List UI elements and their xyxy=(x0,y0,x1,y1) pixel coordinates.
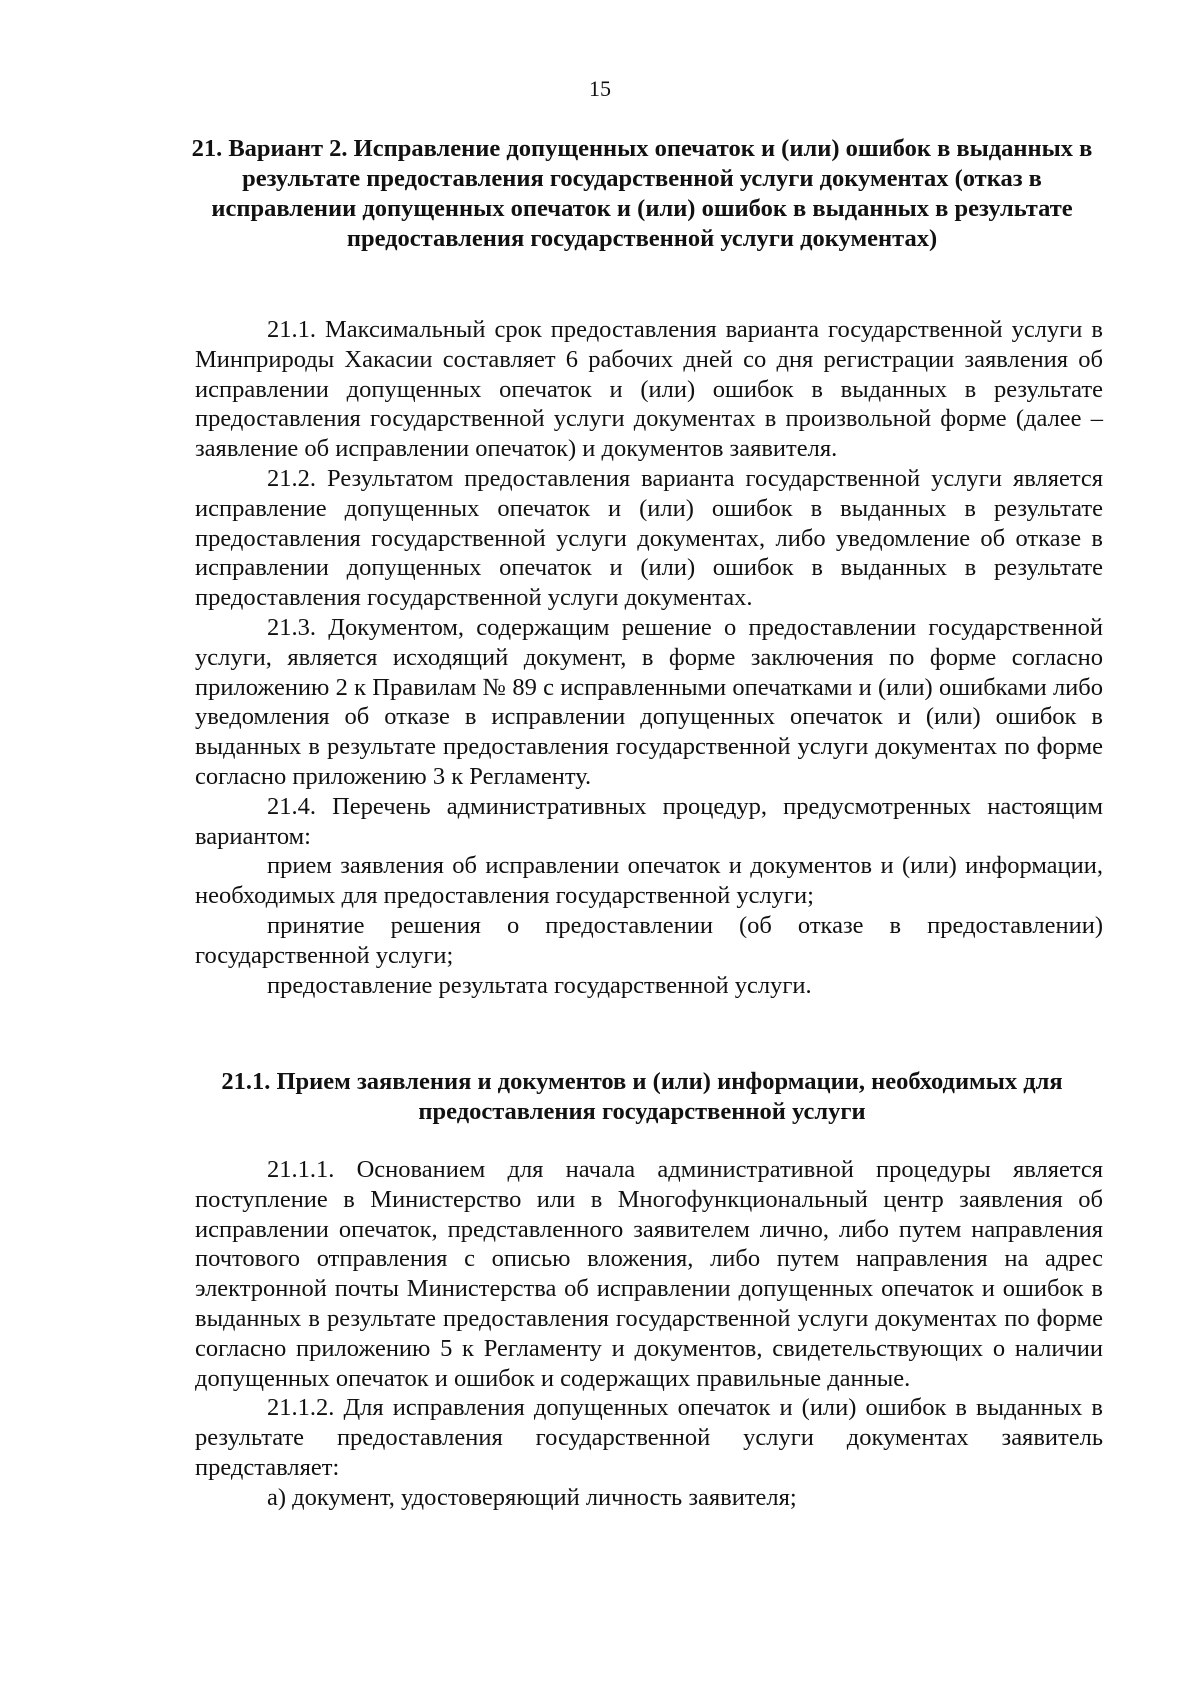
page-number: 15 xyxy=(589,76,611,101)
procedure-item-2: принятие решения о предоставлении (об отказе в предоставлении) государственной услуги; xyxy=(195,911,1103,969)
section-21-heading: 21. Вариант 2. Исправление допущенных опечаток и (или) ошибок в выданных в результате предоставления государственной услуги документах (отказ в исправлении допущенных опечаток и (или) ошибок в выданных в результате предоставления государственной услуги документах) xyxy=(191,135,1093,252)
section-21-1-heading: 21.1. Прием заявления и документов и (или) информации, необходимых для предоставления государственной услуги xyxy=(221,1068,1063,1125)
section-21-body xyxy=(195,315,1103,1000)
procedure-item-3: предоставление результата государственной услуги. xyxy=(267,971,812,999)
list-item-a: а) документ, удостоверяющий личность заявителя; xyxy=(267,1483,797,1511)
procedure-item-1: прием заявления об исправлении опечаток и документов и (или) информации, необходимых для предоставления государственной услуги; xyxy=(195,852,1103,910)
paragraph-21-1: 21.1. Максимальный срок предоставления варианта государственной услуги в Минприроды Хакасии составляет 6 рабочих дней со дня регистрации заявления об исправлении допущенных опечаток и (или) ошибок в выданных в результате предоставления государственной услуги документах в произвольной форме (далее – заявление об исправлении опечаток) и документов заявителя. xyxy=(195,316,1103,463)
section-21-1-body xyxy=(195,1155,1103,1513)
paragraph-21-4: 21.4. Перечень административных процедур, предусмотренных настоящим вариантом: xyxy=(195,792,1103,850)
paragraph-21-3: 21.3. Документом, содержащим решение о предоставлении государственной услуги, является исходящий документ, в форме заключения по форме согласно приложению 2 к Правилам № 89 с исправленными опечатками и (или) ошибками либо уведомления об отказе в исправлении допущенных опечаток и (или) ошибок в выданных в результате предоставления государственной услуги документах по форме согласно приложению 3 к Регламенту. xyxy=(195,613,1103,790)
paragraph-21-2: 21.2. Результатом предоставления варианта государственной услуги является исправление допущенных опечаток и (или) ошибок в выданных в результате предоставления государственной услуги документах, либо уведомление об отказе в исправлении допущенных опечаток и (или) ошибок в выданных в результате предоставления государственной услуги документах. xyxy=(195,464,1103,612)
paragraph-21-1-1: 21.1.1. Основанием для начала административной процедуры является поступление в Министерство или в Многофункциональный центр заявления об исправлении опечаток, представленного заявителем лично, либо путем направления почтового отправления с описью вложения, либо путем направления на адрес электронной почты Министерства об исправлении допущенных опечаток и ошибок в выданных в результате предоставления государственной услуги документах по форме согласно приложению 5 к Регламенту и документов, свидетельствующих о наличии допущенных опечаток и ошибок и содержащих правильные данные. xyxy=(195,1156,1103,1392)
paragraph-21-1-2: 21.1.2. Для исправления допущенных опечаток и (или) ошибок в выданных в результате предоставления государственной услуги документах заявитель представляет: xyxy=(195,1394,1103,1481)
